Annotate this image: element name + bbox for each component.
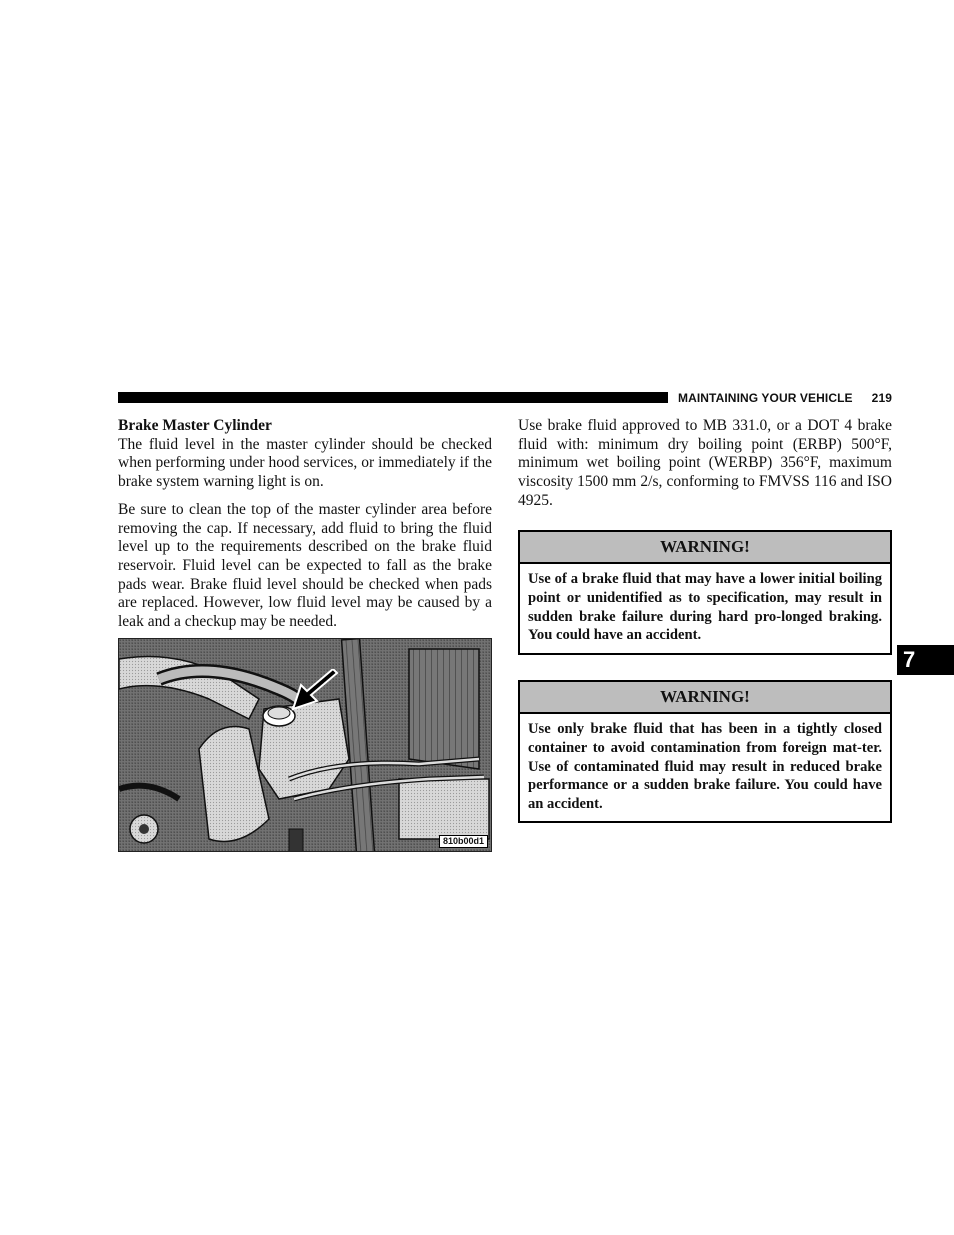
brake-master-cylinder-section: [118, 417, 492, 492]
warning-title: WARNING!: [520, 532, 890, 564]
warning-box: [518, 530, 892, 655]
figure-code: 810b00d1: [439, 835, 488, 848]
warning-title: WARNING!: [520, 682, 890, 714]
paragraph: The fluid level in the master cylinder should be checked when performing under hood services, or immediately if the brake system warning light is on.: [118, 435, 492, 491]
warning-body: Use only brake fluid that has been in a tightly closed container to avoid contamination from foreign mat-ter. Use of contaminated fluid may result in reduced brake performance or a sudden brake failure. You could have an accident.: [528, 721, 882, 813]
right-column: [518, 417, 892, 520]
warning-box: [518, 680, 892, 823]
chapter-tab: 7: [897, 645, 954, 675]
paragraph: Be sure to clean the top of the master cylinder area before removing the cap. If necessary, add fluid to bring the fluid level up to the requirements described on the brake fluid reservoir. Fluid level can be expected to fall as the brake pads wear. Brake fluid level should be checked when pads are replaced. However, low fluid level may be caused by a leak and a checkup may be needed.: [118, 500, 492, 631]
running-header: [678, 389, 892, 407]
header-rule: [118, 392, 668, 403]
master-cylinder-illustration: [118, 638, 492, 852]
section-heading: Brake Master Cylinder: [118, 417, 272, 434]
section-title: MAINTAINING YOUR VEHICLE: [678, 391, 853, 405]
left-column: [118, 417, 492, 641]
paragraph: Use brake fluid approved to MB 331.0, or a DOT 4 brake fluid with: minimum dry boiling point (ERBP) 500°F, minimum wet boiling point (WERBP) 356°F, maximum viscosity 1500 mm 2/s, conforming to FMVSS 116 and ISO 4925.: [518, 417, 892, 509]
warning-body: Use of a brake fluid that may have a lower initial boiling point or unidentified as to specification, may result in sudden brake failure during hard pro-longed braking. You could have an accident.: [528, 571, 882, 644]
page-number: 219: [871, 391, 892, 405]
arrow-pointer-icon: [291, 669, 341, 713]
